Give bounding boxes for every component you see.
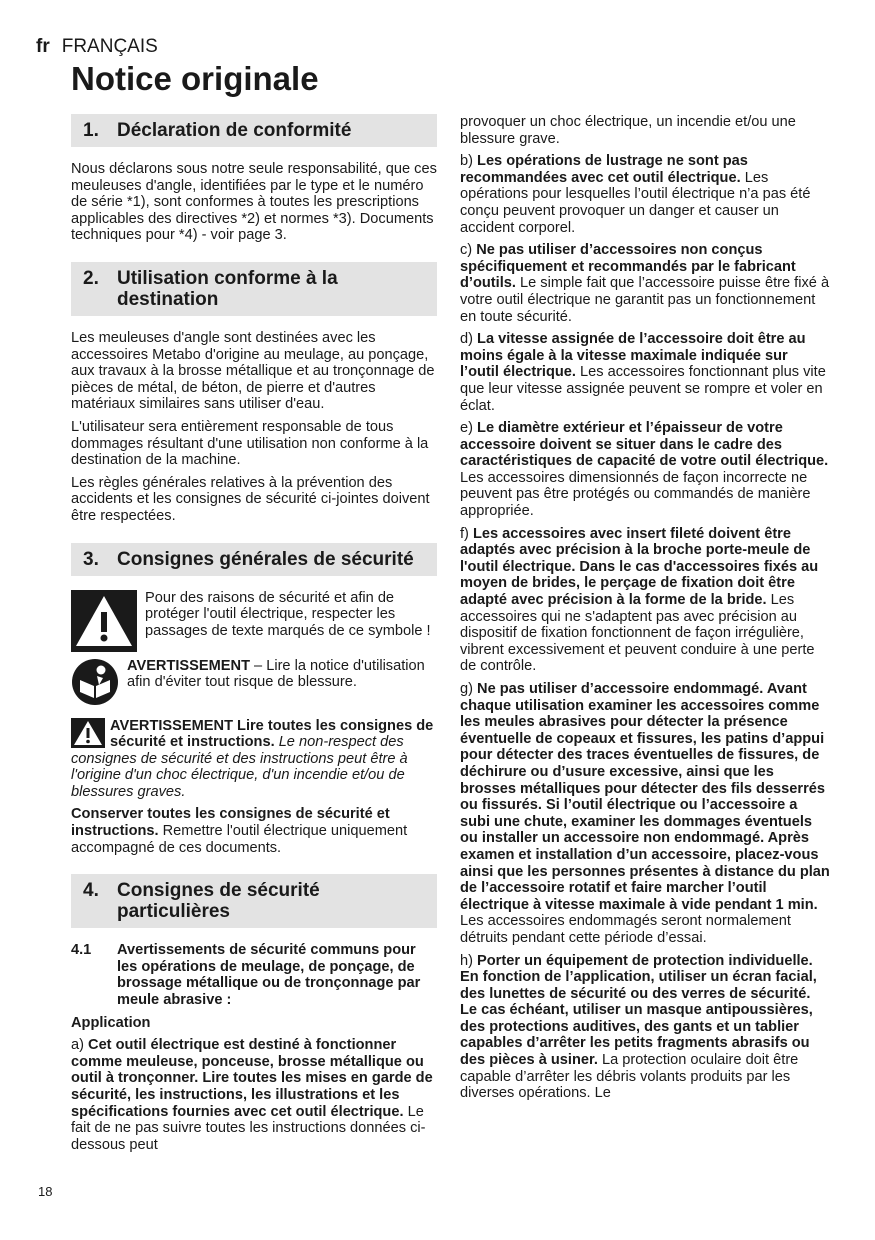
item-b — [460, 153, 830, 236]
left-column — [71, 114, 437, 1159]
page-title: Notice originale — [71, 60, 319, 97]
section-4-heading — [71, 874, 437, 928]
body-text: Le fait de ne pas suivre toutes les instructions données ci-dessous peut — [71, 1103, 426, 1153]
bold-text: Ne pas utiliser d’accessoires non conçus spécifiquement et recommandés par le fabricant d’outils. — [460, 242, 796, 292]
right-column — [460, 114, 830, 1108]
bold-text: Porter un équipement de protection individuelle. En fonction de l’application, utiliser un écran facial, des lunettes de sécurité ou des verres de sécurité. Le cas échéant, utiliser un masque antipoussières, des protections auditives, des gants et un tablier capables d’arrêter les petits fragments abrasifs ou des pièces à usiner. — [460, 952, 817, 1069]
bold-text: Conserver toutes les consignes de sécurité et instructions. — [71, 806, 390, 840]
item-f — [460, 526, 830, 675]
subsection-number: 4.1 — [71, 942, 92, 959]
body-text: Les accessoires fonctionnant plus vite que leur vitesse assignée peuvent se rompre et voler en éclat. — [460, 364, 826, 414]
application-label: Application — [71, 1014, 151, 1031]
continued-text: provoquer un choc électrique, un incendie et/ou une blessure grave. — [460, 114, 796, 147]
item-d — [460, 331, 830, 414]
bold-text: Les opérations de lustrage ne sont pas recommandées avec cet outil électrique. — [460, 153, 748, 186]
read-manual-icon — [71, 658, 119, 706]
item-a — [71, 1037, 437, 1153]
section-2-heading — [71, 262, 437, 316]
section-number: 2. — [83, 267, 99, 289]
item-h — [460, 953, 830, 1102]
read-manual-warning — [71, 658, 437, 706]
warning-label: AVERTISSEMENT Lire toutes les consignes de sécurité et instructions. — [110, 717, 434, 751]
bold-text: Le diamètre extérieur et l’épaisseur de votre accessoire doivent se situer dans le cadre des caractéristiques de capacité de votre outil électrique. — [460, 420, 829, 470]
warning-triangle-icon — [71, 590, 137, 652]
item-prefix: a) — [71, 1037, 89, 1054]
warning-paragraph — [71, 718, 437, 801]
paragraph: L'utilisateur sera entièrement responsable de tous dommages résultant d'une utilisation non conforme à la destination de la machine. — [71, 418, 429, 469]
item-prefix: e) — [460, 420, 478, 437]
section-3-heading — [71, 543, 437, 576]
language-code: fr — [36, 36, 50, 57]
item-e — [460, 420, 830, 520]
item-prefix: g) — [460, 681, 478, 697]
subsection-4-1-heading — [71, 942, 437, 1008]
body-text: Les accessoires endommagés seront normalement détruits pendant cette période d’essai. — [460, 913, 791, 946]
warning-label: AVERTISSEMENT — [127, 657, 250, 674]
section-title: Déclaration de conformité — [117, 120, 352, 141]
paragraph: Les règles générales relatives à la prévention des accidents et les consignes de sécurité ci-jointes doivent être respectées. — [71, 474, 430, 524]
body-text: Remettre l'outil électrique uniquement accompagné de ces documents. — [71, 823, 408, 856]
warning-body: Le non-respect des consignes de sécurité et des instructions peut être à l'origine d'un choc électrique, d'un incendie et/ou de blessures graves. — [71, 734, 408, 800]
body-text: Les opérations pour lesquelles l’outil électrique n’a pas été conçu peuvent provoquer un danger et causer un accident corporel. — [460, 169, 811, 236]
section-number: 3. — [83, 548, 99, 570]
item-c — [460, 242, 830, 325]
item-prefix: h) — [460, 952, 478, 969]
general-warning — [71, 718, 437, 801]
paragraph: Les meuleuses d'angle sont destinées avec les accessoires Metabo d'origine au meulage, au ponçage, aux travaux à la brosse métallique et au tronçonnage de pièces de métal, de béton, de pierre et d'autres matériaux similaires sans utiliser d'eau. — [71, 329, 435, 413]
language-name: FRANÇAIS — [61, 36, 158, 57]
subsection-title: Avertissements de sécurité communs pour les opérations de meulage, de ponçage, de brossage métallique ou de tronçonnage par meule abrasive : — [117, 942, 421, 1009]
bold-text: La vitesse assignée de l’accessoire doit être au moins égale à la vitesse maximale indiquée sur l’outil électrique. — [460, 331, 806, 381]
body-text: Les accessoires dimensionnés de façon incorrecte ne peuvent pas être protégés ou commandés de manière appropriée. — [460, 469, 811, 520]
section-title: Consignes de sécurité particulières — [117, 880, 320, 923]
section-title: Consignes générales de sécurité — [117, 548, 414, 570]
item-g — [460, 681, 830, 947]
section-number: 1. — [83, 120, 99, 141]
bold-text: Les accessoires avec insert fileté doivent être adaptés avec précision à la broche porte-meule de l'outil électrique. Dans le cas d'accessoires fixés au moyen de brides, le perçage de fixation doit être adapté avec précision à la forme de la bride. — [460, 525, 819, 609]
warning-triangle-small-icon — [71, 718, 105, 748]
symbol-text: Pour des raisons de sécurité et afin de protéger l'outil électrique, respecter les passages de texte marqués de ce symbole ! — [145, 589, 431, 639]
body-text: Les accessoires qui ne s'adaptent pas avec précision au dispositif de fixation fonctionnent de façon irrégulière, vibrent excessivement et peuvent conduire à une perte de contrôle. — [460, 592, 815, 675]
body-text: La protection oculaire doit être capable d’arrêter les débris volants produits par les diverses opérations. Le — [460, 1052, 799, 1102]
section-1-heading — [71, 114, 437, 147]
symbol-note — [71, 590, 437, 652]
body-text: Le simple fait que l’accessoire puisse être fixé à votre outil électrique ne garantit pas un fonctionnement en toute sécurité. — [460, 275, 830, 325]
section-number: 4. — [83, 880, 99, 902]
bold-text: Ne pas utiliser d’accessoire endommagé. Avant chaque utilisation examiner les accessoires comme les meules abrasives pour détecter la présence éventuelle de copeaux et fissures, les patins d’appui pour détecter des traces éventuelles de fissures, de déchirure ou d’usure excessive, ainsi que les brosses métalliques pour détecter des fils desserrés ou fissurés. Si l’outil électrique ou l’accessoire a subi une chute, examiner les dommages éventuels ou installer un accessoire non endommagé. Après examen et installation d’un accessoire, placez-vous ainsi que les personnes présentes à distance du plan de l’accessoire rotatif et faire marcher l’outil électrique à vitesse maximale à vide pendant 1 min. — [460, 681, 830, 913]
warning-body: – Lire la notice d'utilisation afin d'éviter tout risque de blessure. — [127, 657, 425, 691]
item-prefix: c) — [460, 242, 477, 259]
section-title: Utilisation conforme à la destination — [117, 267, 338, 310]
item-prefix: d) — [460, 331, 478, 348]
warning-text — [127, 658, 437, 706]
paragraph — [71, 806, 437, 856]
page-number: 18 — [38, 1184, 53, 1199]
item-prefix: f) — [460, 525, 473, 542]
language-header — [36, 36, 158, 58]
bold-text: Cet outil électrique est destiné à fonctionner comme meuleuse, ponceuse, brosse métallique ou outil à tronçonner. Lire toutes les mises en garde de sécurité, les instructions, les illustrations et les spécifications fournies avec cet outil électrique. — [71, 1037, 433, 1120]
paragraph: Nous déclarons sous notre seule responsabilité, que ces meuleuses d'angle, identifiées par le type et le numéro de série *1), sont conformes à toutes les prescriptions applicables des directives *2) et normes *3). Documents techniques pour *4) - voir page 3. — [71, 161, 437, 244]
item-prefix: b) — [460, 153, 478, 170]
